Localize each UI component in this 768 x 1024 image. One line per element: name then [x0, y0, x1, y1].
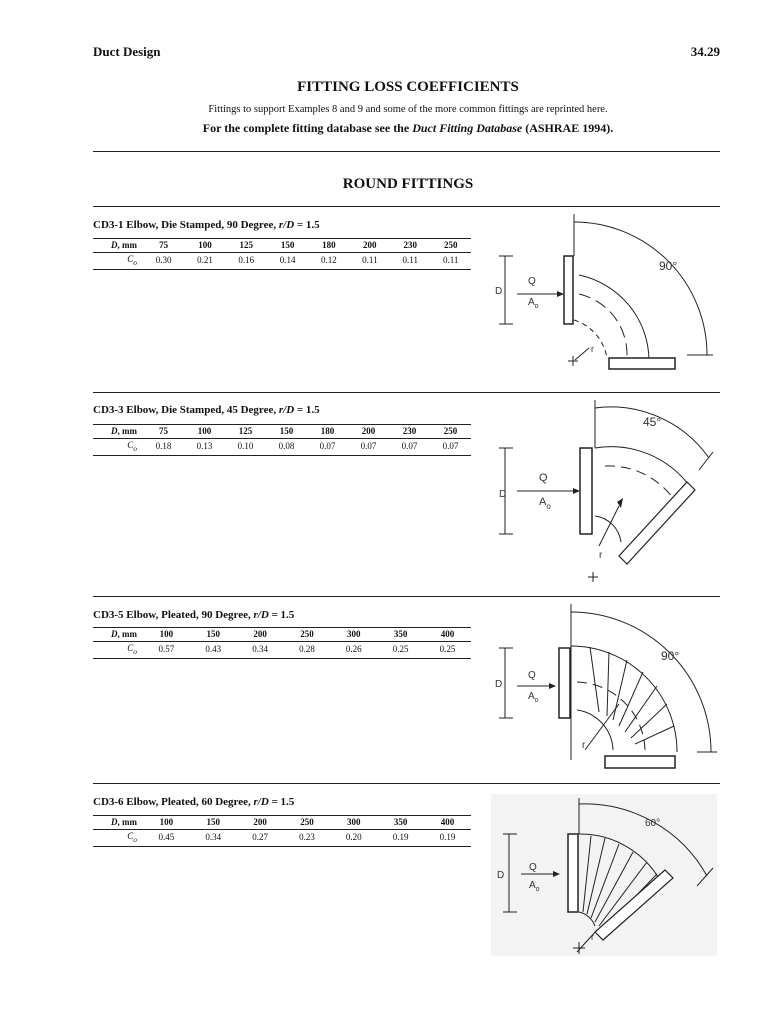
fitting-title-var: r/D	[278, 219, 295, 231]
radius-label: r	[582, 740, 586, 751]
diameter-cell: 350	[377, 816, 424, 830]
diameter-cell: 300	[330, 816, 377, 830]
flow-label: Q	[528, 670, 536, 681]
area-label: $A_o$	[528, 691, 539, 704]
fitting-title-prefix: CD3-5 Elbow, Pleated, 90 Degree,	[93, 609, 254, 621]
diameter-cell: 125	[225, 425, 266, 439]
fitting-title-var: r/D	[278, 404, 295, 416]
dimension-label: D	[497, 870, 505, 881]
coefficient-cell: 0.23	[284, 830, 331, 847]
divider	[93, 206, 720, 207]
coefficient-row	[93, 253, 471, 270]
diameter-cell: 180	[307, 425, 348, 439]
fitting-title-suffix: = 1.5	[294, 404, 320, 416]
diameter-cell: 230	[389, 425, 430, 439]
angle-label: 90°	[659, 259, 678, 273]
coefficient-cell: 0.57	[143, 642, 190, 659]
diameter-cell: 150	[267, 239, 308, 253]
diameter-cell: 100	[184, 239, 225, 253]
fitting-title-cd3-1	[93, 219, 320, 231]
database-note	[0, 121, 768, 136]
flow-label: Q	[539, 472, 548, 484]
database-name: Duct Fitting Database	[412, 121, 523, 135]
elbow-diagram-cd3-1	[487, 210, 727, 380]
coefficient-cell: 0.08	[266, 439, 307, 456]
coefficient-cell: 0.10	[225, 439, 266, 456]
dimension-label: D	[495, 286, 503, 297]
fitting-title-cd3-3	[93, 404, 320, 416]
diameter-cell: 75	[143, 239, 184, 253]
coefficient-cell: 0.19	[377, 830, 424, 847]
angle-label: 90°	[661, 649, 680, 663]
coefficient-cell: 0.19	[424, 830, 471, 847]
diameter-cell: 150	[266, 425, 307, 439]
diameter-cell: 180	[308, 239, 349, 253]
coefficient-cell: 0.16	[226, 253, 267, 270]
loss-coefficient-table-cd3-6	[93, 815, 471, 847]
coefficient-cell: 0.25	[377, 642, 424, 659]
flow-label: Q	[529, 862, 537, 873]
fitting-title-cd3-5	[93, 609, 294, 621]
coefficient-row	[93, 439, 471, 456]
diameter-cell: 400	[424, 628, 471, 642]
flow-label: Q	[528, 276, 536, 287]
note-prefix: For the complete fitting database see the	[202, 121, 413, 135]
diameter-label: D, mm	[93, 628, 143, 642]
coefficient-label: $C_o$	[93, 253, 143, 270]
note-suffix: (ASHRAE 1994).	[522, 121, 614, 135]
diameter-row	[93, 816, 471, 830]
diameter-cell: 100	[143, 816, 190, 830]
diameter-cell: 300	[330, 628, 377, 642]
coefficient-label: $C_o$	[93, 830, 143, 847]
diameter-cell: 75	[143, 425, 184, 439]
coefficient-cell: 0.30	[143, 253, 184, 270]
loss-coefficient-table-cd3-3	[93, 424, 471, 456]
diameter-cell: 100	[143, 628, 190, 642]
coefficient-cell: 0.26	[330, 642, 377, 659]
diameter-label: D, mm	[93, 816, 143, 830]
coefficient-cell: 0.21	[184, 253, 225, 270]
diameter-cell: 250	[430, 239, 471, 253]
diameter-row	[93, 425, 471, 439]
coefficient-cell: 0.14	[267, 253, 308, 270]
diameter-cell: 350	[377, 628, 424, 642]
coefficient-row	[93, 830, 471, 847]
dimension-label: D	[495, 679, 503, 690]
diameter-cell: 200	[350, 239, 390, 253]
coefficient-cell: 0.07	[430, 439, 471, 456]
coefficient-label: $C_o$	[93, 642, 143, 659]
diameter-cell: 200	[348, 425, 389, 439]
coefficient-cell: 0.13	[184, 439, 225, 456]
angle-label: 60°	[645, 818, 661, 829]
elbow-diagram-cd3-3	[487, 396, 727, 588]
coefficient-cell: 0.34	[237, 642, 284, 659]
fitting-title-prefix: CD3-1 Elbow, Die Stamped, 90 Degree,	[93, 219, 279, 231]
fitting-title-var: r/D	[253, 796, 269, 808]
coefficient-cell: 0.07	[389, 439, 430, 456]
radius-label: r	[591, 932, 594, 942]
coefficient-cell: 0.11	[350, 253, 390, 270]
coefficient-cell: 0.27	[237, 830, 284, 847]
fitting-title-suffix: = 1.5	[268, 609, 295, 621]
section-heading: ROUND FITTINGS	[342, 176, 474, 192]
diameter-cell: 200	[237, 816, 284, 830]
coefficient-label: $C_o$	[93, 439, 143, 456]
coefficient-cell: 0.11	[430, 253, 471, 270]
elbow-diagram-cd3-6	[491, 794, 717, 956]
diameter-cell: 250	[430, 425, 471, 439]
coefficient-cell: 0.07	[348, 439, 389, 456]
dimension-label: D	[499, 489, 507, 500]
area-label: $A_o$	[529, 880, 540, 893]
divider	[93, 151, 720, 152]
radius-label: r	[591, 344, 594, 354]
fitting-title-suffix: = 1.5	[294, 219, 320, 231]
coefficient-cell: 0.20	[330, 830, 377, 847]
coefficient-row	[93, 642, 471, 659]
page-subtitle: Fittings to support Examples 8 and 9 and some of the more common fittings are reprinted here.	[208, 104, 608, 115]
diameter-row	[93, 628, 471, 642]
radius-label: r	[599, 550, 603, 561]
diameter-cell: 150	[190, 628, 237, 642]
diameter-cell: 100	[184, 425, 225, 439]
area-label: $A_o$	[528, 297, 539, 310]
coefficient-cell: 0.07	[307, 439, 348, 456]
loss-coefficient-table-cd3-1	[93, 238, 471, 270]
coefficient-cell: 0.34	[190, 830, 237, 847]
fitting-title-cd3-6	[93, 796, 294, 808]
loss-coefficient-table-cd3-5	[93, 627, 471, 659]
diameter-label: D, mm	[93, 239, 143, 253]
fitting-title-var: r/D	[253, 609, 269, 621]
diameter-cell: 150	[190, 816, 237, 830]
coefficient-cell: 0.18	[143, 439, 184, 456]
diameter-cell: 250	[284, 628, 331, 642]
divider	[93, 783, 720, 784]
elbow-diagram-cd3-5	[487, 600, 727, 776]
fitting-title-suffix: = 1.5	[268, 796, 295, 808]
divider	[93, 596, 720, 597]
diameter-cell: 200	[237, 628, 284, 642]
coefficient-cell: 0.28	[284, 642, 331, 659]
diameter-cell: 400	[424, 816, 471, 830]
coefficient-cell: 0.12	[308, 253, 349, 270]
page-number: 34.29	[690, 44, 720, 59]
angle-label: 45°	[643, 415, 662, 429]
diameter-cell: 230	[390, 239, 430, 253]
fitting-title-prefix: CD3-3 Elbow, Die Stamped, 45 Degree,	[93, 404, 279, 416]
divider	[93, 392, 720, 393]
coefficient-cell: 0.45	[143, 830, 190, 847]
page-title: FITTING LOSS COEFFICIENTS	[297, 79, 519, 95]
diameter-cell: 250	[284, 816, 331, 830]
fitting-title-prefix: CD3-6 Elbow, Pleated, 60 Degree,	[93, 796, 254, 808]
area-label: $A_o$	[539, 496, 551, 511]
diameter-row	[93, 239, 471, 253]
coefficient-cell: 0.25	[424, 642, 471, 659]
diameter-cell: 125	[226, 239, 267, 253]
coefficient-cell: 0.43	[190, 642, 237, 659]
diameter-label: D, mm	[93, 425, 143, 439]
running-header-title: Duct Design	[93, 44, 161, 59]
coefficient-cell: 0.11	[390, 253, 430, 270]
